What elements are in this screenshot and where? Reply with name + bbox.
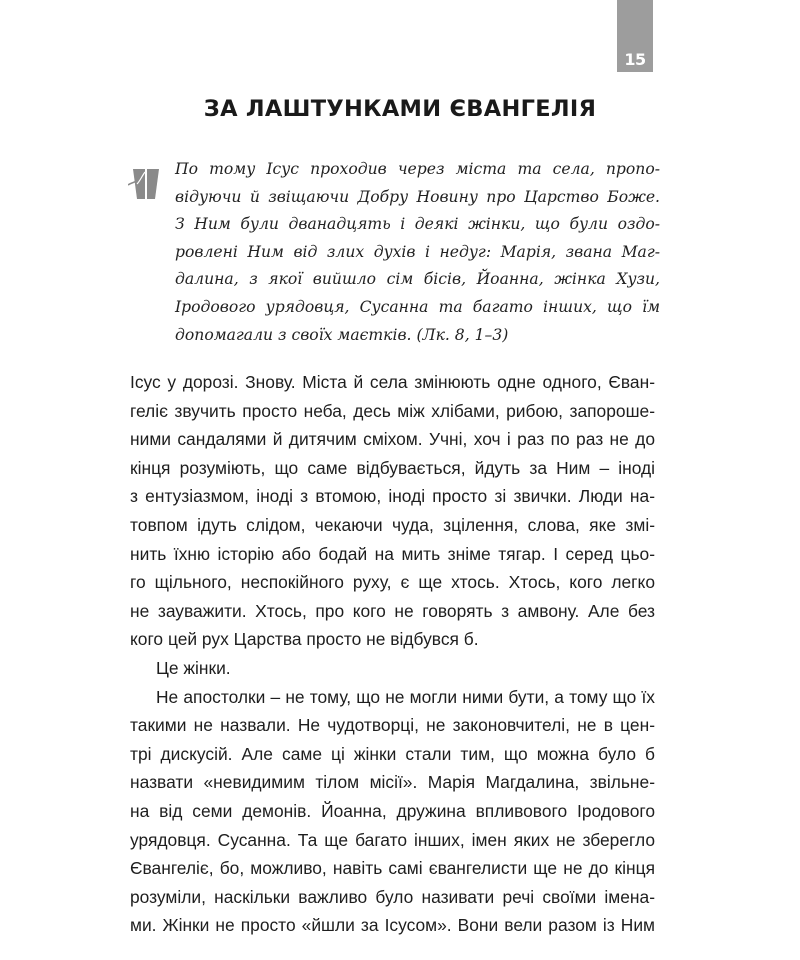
body-line: ними сандалями й дитячим сміхом. Учні, хоч і раз по раз не до	[130, 429, 655, 450]
body-line: Євангеліє, бо, можливо, навіть самі євангелисти ще не до кінця	[130, 858, 655, 879]
chapter-title: ЗА ЛАШТУНКАМИ ЄВАНГЕЛІЯ	[203, 96, 597, 122]
body-line: кінця розуміють, що саме відбувається, йдуть за Ним – іноді	[130, 457, 655, 478]
body-text	[130, 368, 655, 940]
page-number-tab	[617, 0, 653, 72]
body-line: Ісус у дорозі. Знову. Міста й села змінюють одне одного, Єван-	[130, 372, 655, 392]
epigraph-line: Іродового урядовця, Сусанна та багато інших, що їм	[175, 297, 660, 316]
body-line: Не апостолки – не тому, що не могли ними бути, а тому що їх	[156, 686, 655, 707]
body-line: на від семи демонів. Йоанна, дружина впливового Іродового	[130, 800, 655, 821]
epigraph-quote	[175, 156, 660, 349]
epigraph-line: відуючи й звіщаючи Добру Новину про Царство Боже.	[175, 187, 660, 206]
epigraph-line: далина, з якої вийшло сім бісів, Йоанна, жінка Хузи,	[175, 270, 660, 289]
body-line: Це жінки.	[156, 657, 231, 678]
body-line: го щільного, неспокійного руху, є ще хтось. Хтось, кого легко	[130, 572, 655, 593]
epigraph-line-with-reference: допомагали з своїх маєтків. (Лк. 8, 1–3)	[175, 325, 509, 344]
body-line: урядовця. Сусанна. Та ще багато інших, імен яких не зберегло	[130, 829, 655, 850]
epigraph-line: По тому Ісус проходив через міста та села, пропо-	[175, 160, 660, 178]
body-line: не зауважити. Хтось, про кого не говорять з амвону. Але без	[130, 600, 655, 621]
body-line: нить їхню історію або бодай на мить зніме тягар. І серед цьо-	[130, 543, 655, 564]
page-number: 15	[624, 50, 646, 69]
body-line: назвати «невидимим тілом місії». Марія Магдалина, звільне-	[130, 772, 655, 793]
body-line: з ентузіазмом, іноді з втомою, іноді просто зі звички. Люди на-	[130, 486, 655, 507]
epigraph-line: З Ним були дванадцять і деякі жінки, що були оздо-	[175, 215, 660, 234]
body-line: геліє звучить просто неба, десь між хлібами, рибою, запороше-	[130, 400, 655, 421]
body-line: такими не назвали. Не чудотворці, не законовчителі, не в цен-	[130, 715, 655, 736]
curtain-icon	[128, 168, 164, 202]
body-line: розуміли, наскільки важливо було називати речі своїми імена-	[130, 886, 655, 907]
epigraph-line: ровлені Ним від злих духів і недуг: Марія, звана Маг-	[175, 242, 660, 261]
body-line: кого цей рух Царства просто не відбувся б.	[130, 629, 479, 650]
body-line: трі дискусій. Але саме ці жінки стали тим, що можна було б	[130, 743, 655, 764]
body-line: товпом ідуть слідом, чекаючи чуда, зцілення, слова, яке змі-	[130, 514, 655, 535]
body-line: ми. Жінки не просто «йшли за Ісусом». Вони вели разом із Ним	[130, 915, 655, 936]
